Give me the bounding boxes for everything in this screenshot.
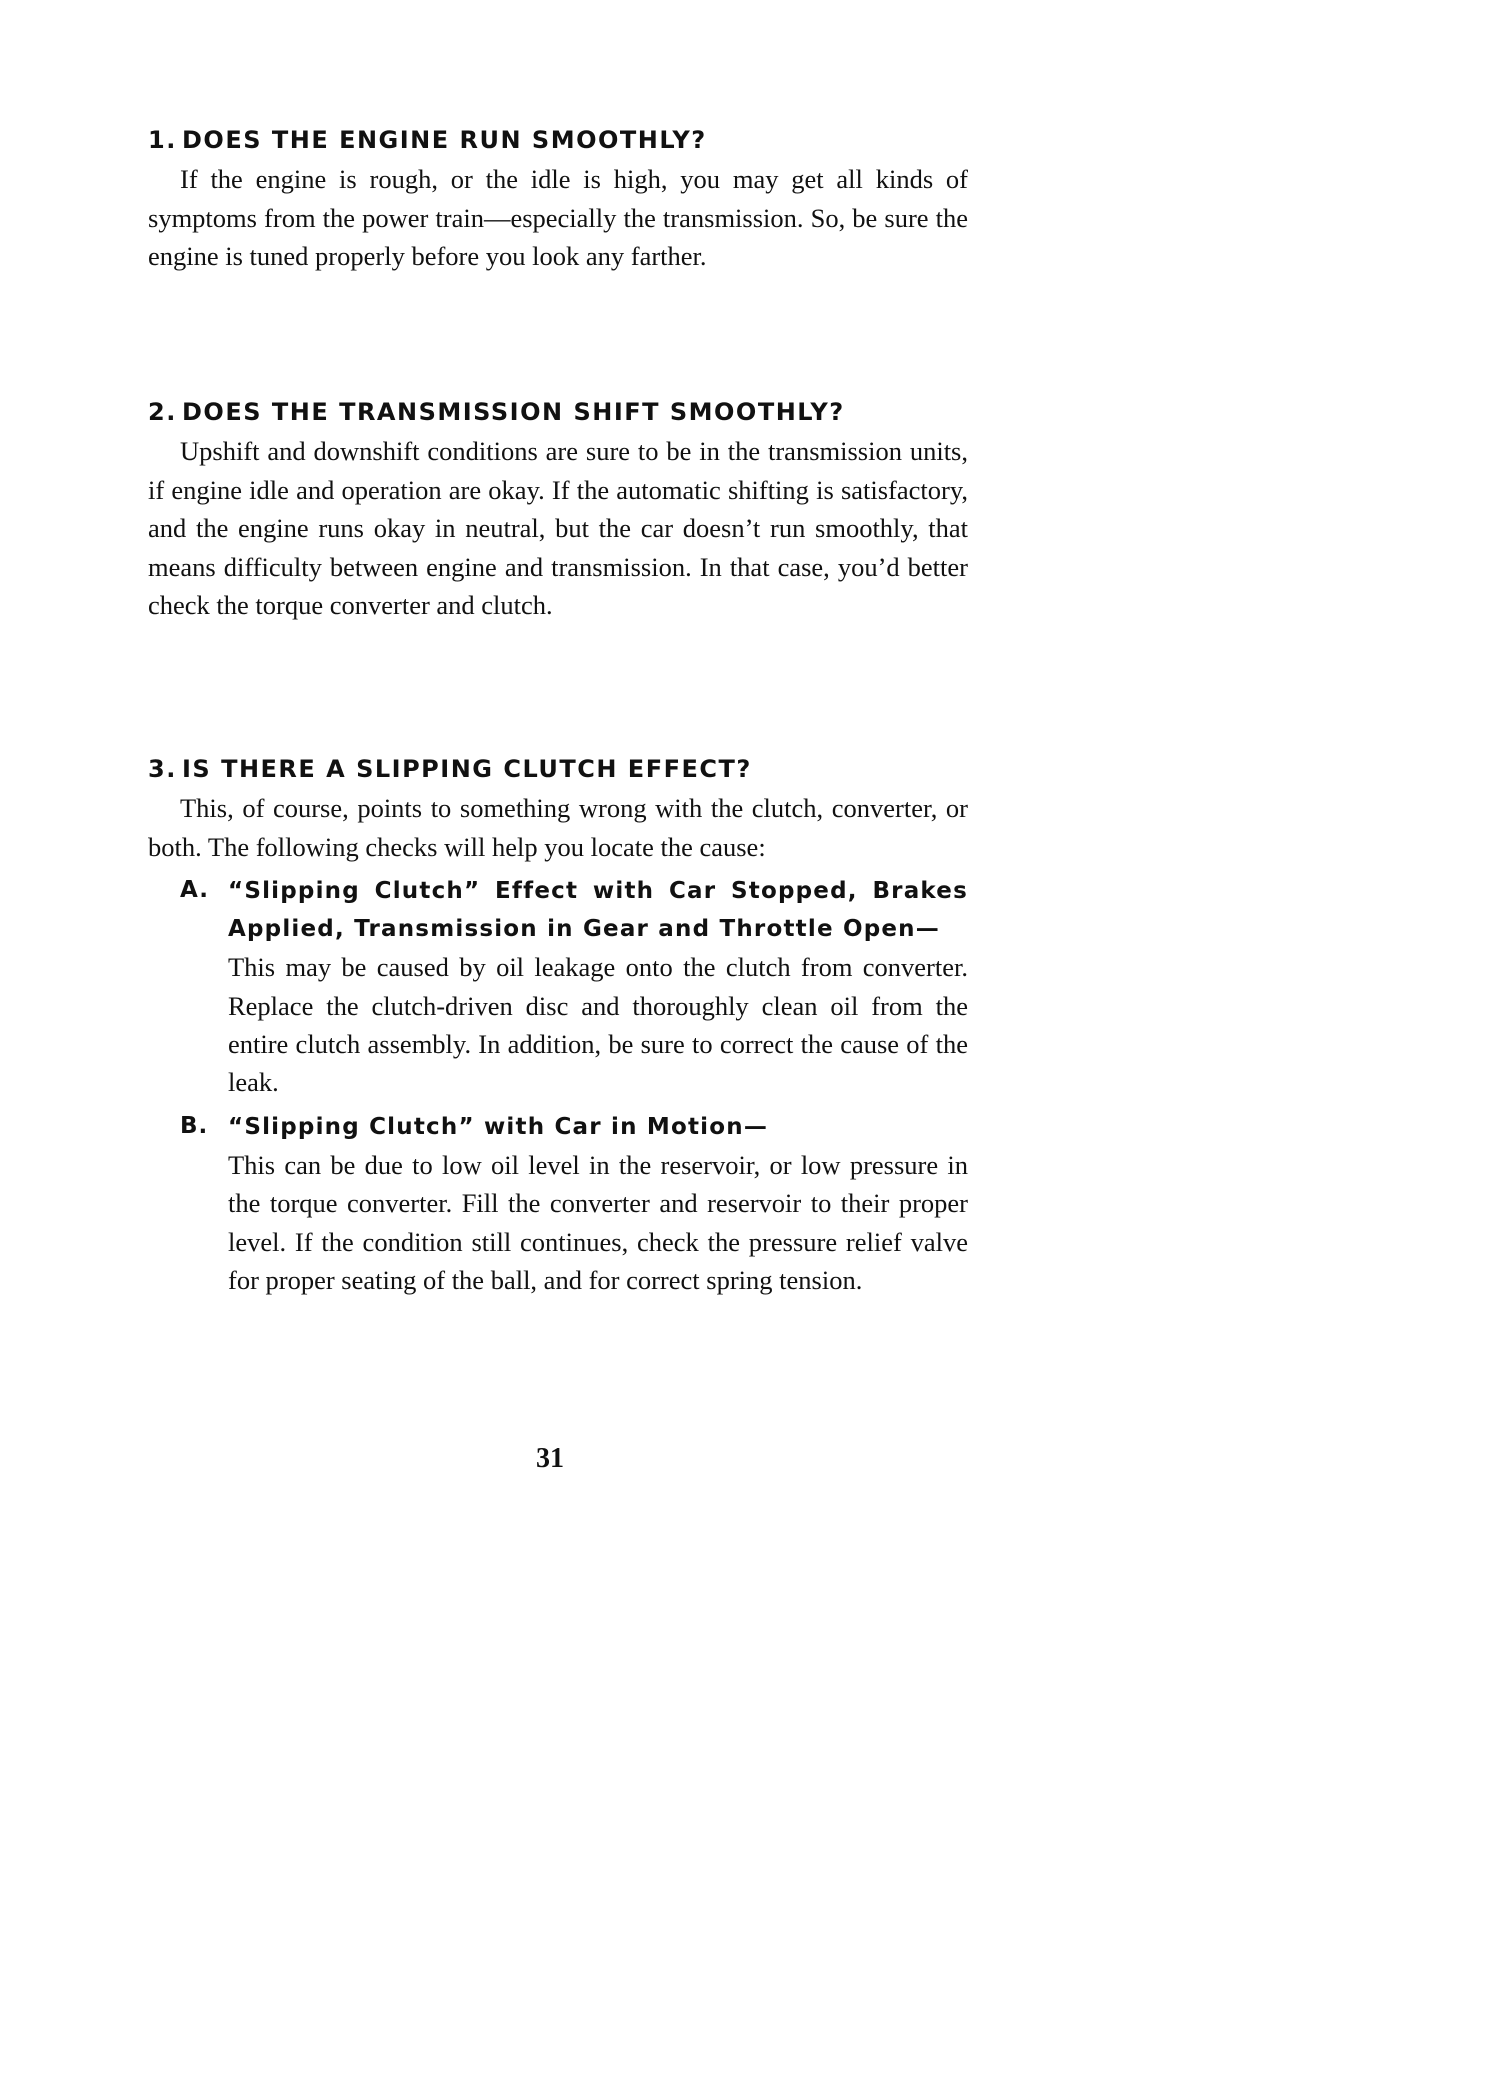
section-3: [148, 753, 968, 1299]
subitem-a: [180, 872, 968, 1102]
subitem-a-body: This may be caused by oil leakage onto the clutch from converter. Replace the clutch-driven disc and thoroughly clean oil from the entire clutch assembly. In addition, be sure to correct the cause of the leak.: [228, 952, 968, 1098]
subitem-b-body: This can be due to low oil level in the reservoir, or low pressure in the torque converter. Fill the converter and reservoir to their proper level. If the condition still continues, check the pressure relief valve for proper seating of the ball, and for correct spring tension.: [228, 1149, 968, 1296]
section-2-heading: [148, 396, 968, 428]
section-2-title: DOES THE TRANSMISSION SHIFT SMOOTHLY?: [182, 398, 845, 426]
subitem-b-letter: B.: [180, 1112, 209, 1139]
page-number: 31: [536, 1443, 564, 1474]
subitem-a-letter: A.: [180, 877, 209, 904]
section-1: [148, 124, 968, 276]
section-3-title: IS THERE A SLIPPING CLUTCH EFFECT?: [182, 755, 752, 783]
section-1-number: 1.: [148, 126, 177, 154]
section-3-heading: [148, 753, 968, 785]
section-3-number: 3.: [148, 755, 177, 783]
subitem-b-heading: “Slipping Clutch” with Car in Motion—: [228, 1113, 769, 1140]
section-1-title: DOES THE ENGINE RUN SMOOTHLY?: [182, 126, 707, 154]
section-2: [148, 396, 968, 625]
section-2-body: Upshift and downshift conditions are sure to be in the transmission units, if engine idle and operation are okay. If the automatic shifting is satisfactory, and the engine runs okay in neutral, but the car doesn’t run smoothly, that means difficulty between engine and transmission. In that case, you’d better check the torque converter and clutch.: [148, 436, 968, 621]
section-1-heading: [148, 124, 968, 156]
subitem-b: [180, 1108, 968, 1300]
subitem-a-heading: “Slipping Clutch” Effect with Car Stopped, Brakes Applied, Transmission in Gear and Throttle Open—: [228, 878, 968, 943]
section-1-body: If the engine is rough, or the idle is high, you may get all kinds of symptoms from the power train—especially the transmission. So, be sure the engine is tuned properly before you look any farther.: [148, 164, 968, 272]
section-3-body: This, of course, points to something wrong with the clutch, converter, or both. The following checks will help you locate the cause:: [148, 793, 968, 862]
section-2-number: 2.: [148, 398, 177, 426]
